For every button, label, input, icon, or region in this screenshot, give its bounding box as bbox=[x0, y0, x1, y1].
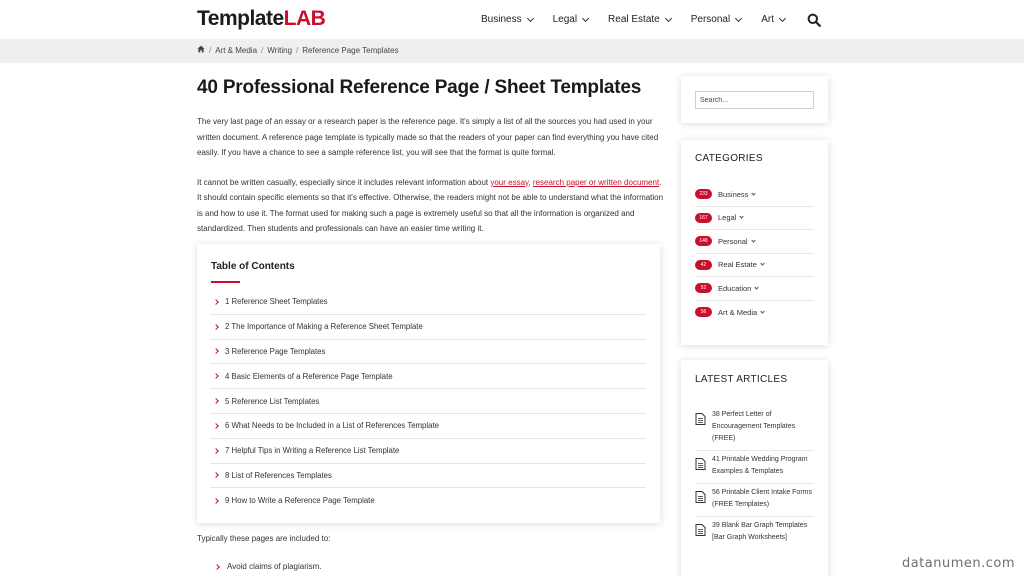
category-art-media[interactable]: 56 Art & Media bbox=[695, 301, 814, 325]
main-content bbox=[197, 76, 665, 571]
toc-item[interactable]: 1 Reference Sheet Templates bbox=[210, 290, 646, 315]
your-essay-link[interactable]: your essay bbox=[490, 177, 529, 187]
nav-personal[interactable]: Personal bbox=[691, 14, 741, 25]
table-of-contents bbox=[197, 244, 660, 523]
toc-item[interactable]: 7 Helpful Tips in Writing a Reference List Template bbox=[210, 439, 646, 464]
site-logo[interactable] bbox=[197, 7, 325, 31]
article-link[interactable]: 38 Perfect Letter of Encouragement Templates (FREE) bbox=[695, 406, 814, 451]
logo-template-text: Template bbox=[197, 7, 284, 30]
chevron-right-icon bbox=[213, 498, 219, 504]
chevron-down-icon bbox=[761, 309, 765, 313]
toc-item[interactable]: 8 List of References Templates bbox=[210, 464, 646, 489]
search-icon[interactable] bbox=[807, 13, 821, 27]
category-business[interactable]: 233 Business bbox=[695, 183, 814, 207]
chevron-down-icon bbox=[665, 14, 672, 21]
document-icon bbox=[695, 457, 706, 469]
toc-item[interactable]: 6 What Needs to be Included in a List of References Template bbox=[210, 414, 646, 439]
breadcrumb-current: Reference Page Templates bbox=[302, 45, 399, 55]
article-link[interactable]: 56 Printable Client Intake Forms (FREE Templates) bbox=[695, 484, 814, 517]
chevron-down-icon bbox=[755, 285, 759, 289]
count-badge: 56 bbox=[695, 307, 712, 317]
toc-title: Table of Contents bbox=[211, 261, 295, 272]
second-paragraph: It cannot be written casually, especially since it includes relevant information about your essay, research paper or written document. It should contain specific elements so that it's effective. Otherwise, the readers might not be able to understand what the information is and how to use it. The format used for making such a page is extremely useful so that all the information is organized and standardized. Then students and professionals can have an easier time writing it. bbox=[197, 177, 664, 233]
article-link[interactable]: 41 Printable Wedding Program Examples & Templates bbox=[695, 451, 814, 484]
chevron-right-icon bbox=[213, 299, 219, 305]
nav-real-estate[interactable]: Real Estate bbox=[608, 14, 671, 25]
nav-business[interactable]: Business bbox=[481, 14, 533, 25]
chevron-right-icon bbox=[213, 324, 219, 330]
toc-item[interactable]: 9 How to Write a Reference Page Template bbox=[210, 488, 646, 513]
chevron-right-icon bbox=[214, 564, 220, 570]
document-icon bbox=[695, 523, 706, 535]
breadcrumb-separator: / bbox=[296, 45, 299, 55]
list-item: Avoid claims of plagiarism. bbox=[215, 562, 322, 571]
chevron-right-icon bbox=[213, 448, 219, 454]
count-badge: 42 bbox=[695, 260, 712, 270]
chevron-down-icon bbox=[779, 14, 786, 21]
logo-lab-text: LAB bbox=[283, 7, 326, 30]
nav-legal[interactable]: Legal bbox=[553, 14, 588, 25]
breadcrumb-art-media[interactable]: Art & Media bbox=[215, 45, 258, 55]
toc-item[interactable]: 3 Reference Page Templates bbox=[210, 340, 646, 365]
category-personal[interactable]: 148 Personal bbox=[695, 230, 814, 254]
articles-list bbox=[695, 406, 814, 549]
chevron-down-icon bbox=[527, 14, 534, 21]
toc-underline bbox=[211, 281, 240, 283]
sidebar-search-input[interactable] bbox=[695, 91, 814, 109]
count-badge: 148 bbox=[695, 236, 712, 246]
breadcrumb-writing[interactable]: Writing bbox=[267, 45, 293, 55]
site-header bbox=[0, 0, 1024, 39]
after-toc-text: Typically these pages are included to: bbox=[197, 534, 331, 543]
categories-title: CATEGORIES bbox=[695, 153, 763, 164]
main-nav bbox=[481, 0, 1024, 39]
document-icon bbox=[695, 412, 706, 424]
count-badge: 167 bbox=[695, 213, 712, 223]
sidebar-search-widget bbox=[681, 76, 828, 123]
page-title: 40 Professional Reference Page / Sheet Templates bbox=[197, 77, 642, 98]
toc-item[interactable]: 4 Basic Elements of a Reference Page Template bbox=[210, 364, 646, 389]
chevron-right-icon bbox=[213, 349, 219, 355]
chevron-down-icon bbox=[751, 238, 755, 242]
latest-articles-title: LATEST ARTICLES bbox=[695, 374, 788, 385]
chevron-down-icon bbox=[735, 14, 742, 21]
chevron-right-icon bbox=[213, 373, 219, 379]
toc-item[interactable]: 2 The Importance of Making a Reference Sheet Template bbox=[210, 315, 646, 340]
count-badge: 52 bbox=[695, 283, 712, 293]
categories-list bbox=[695, 183, 814, 324]
breadcrumb-separator: / bbox=[209, 45, 212, 55]
article-link[interactable]: 39 Blank Bar Graph Templates [Bar Graph Worksheets] bbox=[695, 517, 814, 549]
toc-list bbox=[210, 290, 646, 513]
chevron-right-icon bbox=[213, 398, 219, 404]
breadcrumb-separator: / bbox=[261, 45, 264, 55]
chevron-right-icon bbox=[213, 473, 219, 479]
breadcrumb bbox=[197, 45, 399, 55]
chevron-down-icon bbox=[740, 215, 744, 219]
research-paper-link[interactable]: research paper or written document bbox=[532, 177, 660, 187]
category-real-estate[interactable]: 42 Real Estate bbox=[695, 254, 814, 278]
document-icon bbox=[695, 490, 706, 502]
watermark: datanumen.com bbox=[901, 556, 1015, 571]
count-badge: 233 bbox=[695, 189, 712, 199]
breadcrumb-bar bbox=[0, 39, 1024, 63]
chevron-right-icon bbox=[213, 423, 219, 429]
nav-art[interactable]: Art bbox=[761, 14, 785, 25]
chevron-down-icon bbox=[752, 191, 756, 195]
home-icon[interactable] bbox=[197, 45, 205, 55]
chevron-down-icon bbox=[760, 262, 764, 266]
intro-paragraph: The very last page of an essay or a research paper is the reference page. It's simply a list of all the sources you had used in your written document. A reference page template is typically made so that the readers of your paper can find everything you have cited easily. If you have a chance to see a sample reference list, you will see that the format is quite formal. bbox=[197, 117, 659, 157]
toc-item[interactable]: 5 Reference List Templates bbox=[210, 389, 646, 414]
chevron-down-icon bbox=[582, 14, 589, 21]
category-legal[interactable]: 167 Legal bbox=[695, 207, 814, 231]
categories-widget bbox=[681, 140, 828, 345]
latest-articles-widget bbox=[681, 360, 828, 576]
category-education[interactable]: 52 Education bbox=[695, 277, 814, 301]
